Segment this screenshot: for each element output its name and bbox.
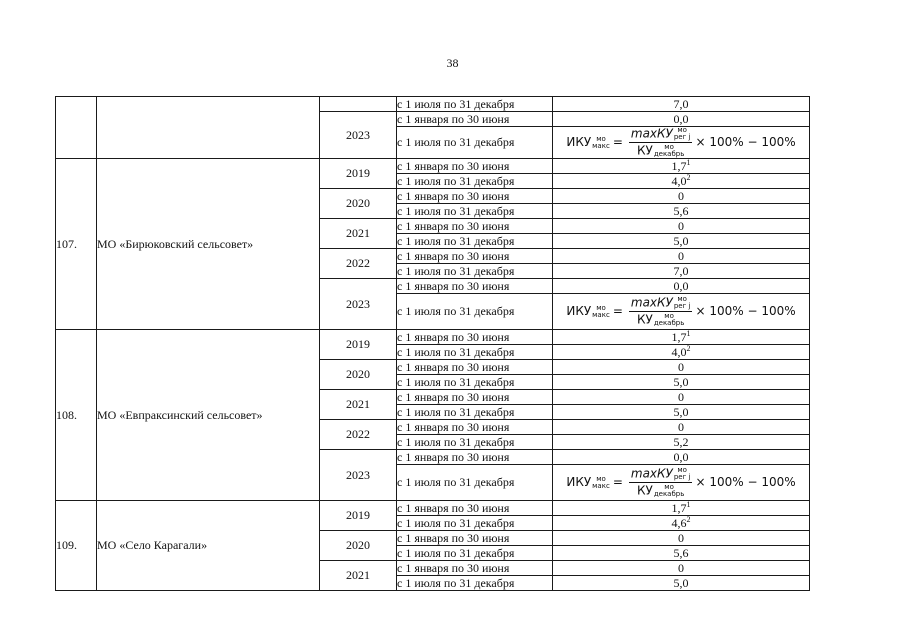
formula-subscript: рег j bbox=[673, 302, 691, 310]
year-cell: 2023 bbox=[320, 450, 397, 501]
period-cell: с 1 июля по 31 декабря bbox=[397, 405, 553, 420]
value-cell bbox=[553, 204, 810, 219]
formula-subscript: декабрь bbox=[653, 490, 685, 498]
value-text: 5,0 bbox=[673, 404, 689, 419]
value-cell bbox=[553, 279, 810, 294]
period-cell: с 1 января по 30 июня bbox=[397, 501, 553, 516]
period-cell: с 1 июля по 31 декабря bbox=[397, 435, 553, 450]
year-cell: 2021 bbox=[320, 219, 397, 249]
formula-index bbox=[674, 467, 691, 481]
formula-superscript: мо bbox=[664, 483, 674, 491]
table-row bbox=[56, 330, 810, 345]
numerator-symbol: maxКУ bbox=[630, 466, 673, 481]
year-cell: 2020 bbox=[320, 189, 397, 219]
formula-subscript: рег j bbox=[673, 473, 691, 481]
formula-denominator bbox=[635, 483, 686, 498]
equals-sign: = bbox=[612, 135, 623, 149]
value-text: 0 bbox=[678, 248, 684, 263]
year-cell: 2022 bbox=[320, 420, 397, 450]
value-text: 5,6 bbox=[673, 203, 689, 218]
value-cell bbox=[553, 97, 810, 112]
value-cell bbox=[553, 531, 810, 546]
value-cell bbox=[553, 234, 810, 249]
formula-superscript: мо bbox=[596, 474, 606, 483]
municipality-name bbox=[97, 97, 320, 159]
footnote-mark: 2 bbox=[686, 344, 691, 353]
formula-lhs bbox=[566, 136, 609, 150]
value-cell bbox=[553, 405, 810, 420]
value-text: 5,2 bbox=[673, 434, 689, 449]
row-number bbox=[56, 97, 97, 159]
value-text: 1,7 bbox=[671, 500, 687, 515]
period-cell: с 1 января по 30 июня bbox=[397, 249, 553, 264]
formula-subscript: макс bbox=[592, 481, 610, 490]
year-cell: 2021 bbox=[320, 390, 397, 420]
value-text: 0,0 bbox=[673, 278, 689, 293]
value-text: 1,7 bbox=[671, 329, 687, 344]
period-cell: с 1 января по 30 июня bbox=[397, 531, 553, 546]
denominator-symbol: КУ bbox=[636, 143, 653, 158]
period-cell: с 1 июля по 31 декабря bbox=[397, 576, 553, 591]
formula-lhs bbox=[566, 305, 609, 319]
value-cell bbox=[553, 501, 810, 516]
tariff-table bbox=[55, 96, 810, 591]
table-row bbox=[56, 97, 810, 112]
value-text: 5,0 bbox=[673, 374, 689, 389]
formula-numerator bbox=[629, 296, 693, 312]
value-cell bbox=[553, 127, 810, 159]
footnote-mark: 2 bbox=[686, 173, 691, 182]
value-cell bbox=[553, 435, 810, 450]
formula-tail: × 100% − 100% bbox=[695, 475, 796, 489]
year-cell: 2022 bbox=[320, 249, 397, 279]
formula-lhs-symbol: ИКУ bbox=[566, 135, 592, 149]
value-cell bbox=[553, 465, 810, 501]
period-cell: с 1 января по 30 июня bbox=[397, 561, 553, 576]
value-cell bbox=[553, 189, 810, 204]
year-cell: 2019 bbox=[320, 501, 397, 531]
value-text: 7,0 bbox=[673, 96, 689, 111]
value-cell bbox=[553, 159, 810, 174]
period-cell: с 1 января по 30 июня bbox=[397, 189, 553, 204]
value-text: 4,6 bbox=[671, 515, 687, 530]
row-number: 109. bbox=[56, 501, 97, 591]
value-text: 0,0 bbox=[673, 111, 689, 126]
equals-sign: = bbox=[612, 304, 623, 318]
period-cell: с 1 января по 30 июня bbox=[397, 219, 553, 234]
formula-index bbox=[592, 136, 610, 150]
formula-index bbox=[592, 476, 610, 490]
formula-lhs bbox=[566, 476, 609, 490]
formula-index bbox=[592, 305, 610, 319]
formula-numerator bbox=[629, 467, 693, 483]
value-text: 0 bbox=[678, 359, 684, 374]
period-cell: с 1 июля по 31 декабря bbox=[397, 204, 553, 219]
value-cell bbox=[553, 390, 810, 405]
value-text: 5,6 bbox=[673, 545, 689, 560]
value-text: 0 bbox=[678, 560, 684, 575]
formula-lhs-symbol: ИКУ bbox=[566, 304, 592, 318]
footnote-mark: 1 bbox=[686, 329, 691, 338]
formula bbox=[566, 296, 795, 327]
value-cell bbox=[553, 345, 810, 360]
period-cell: с 1 января по 30 июня bbox=[397, 112, 553, 127]
year-cell: 2019 bbox=[320, 159, 397, 189]
value-cell bbox=[553, 561, 810, 576]
row-number: 108. bbox=[56, 330, 97, 501]
formula bbox=[566, 127, 795, 158]
value-cell bbox=[553, 375, 810, 390]
value-text: 5,0 bbox=[673, 575, 689, 590]
period-cell: с 1 января по 30 июня bbox=[397, 420, 553, 435]
year-cell: 2019 bbox=[320, 330, 397, 360]
value-text: 4,0 bbox=[671, 173, 687, 188]
period-cell: с 1 января по 30 июня bbox=[397, 159, 553, 174]
value-cell bbox=[553, 219, 810, 234]
formula-superscript: мо bbox=[664, 143, 674, 151]
period-cell: с 1 июля по 31 декабря bbox=[397, 264, 553, 279]
formula-fraction bbox=[629, 296, 693, 327]
period-cell: с 1 июля по 31 декабря bbox=[397, 546, 553, 561]
formula-fraction bbox=[629, 127, 693, 158]
formula-superscript: мо bbox=[596, 134, 606, 143]
value-cell bbox=[553, 546, 810, 561]
formula-index bbox=[654, 313, 685, 327]
value-text: 0 bbox=[678, 218, 684, 233]
formula-tail: × 100% − 100% bbox=[695, 304, 796, 318]
period-cell: с 1 января по 30 июня bbox=[397, 450, 553, 465]
formula-lhs-symbol: ИКУ bbox=[566, 475, 592, 489]
year-cell: 2020 bbox=[320, 360, 397, 390]
numerator-symbol: maxКУ bbox=[630, 295, 673, 310]
municipality-name: МО «Евпраксинский сельсовет» bbox=[97, 330, 320, 501]
equals-sign: = bbox=[612, 475, 623, 489]
value-text: 4,0 bbox=[671, 344, 687, 359]
footnote-mark: 1 bbox=[686, 158, 691, 167]
period-cell: с 1 января по 30 июня bbox=[397, 360, 553, 375]
value-cell bbox=[553, 516, 810, 531]
year-cell: 2020 bbox=[320, 531, 397, 561]
formula-superscript: мо bbox=[677, 466, 687, 474]
formula-denominator bbox=[635, 143, 686, 158]
value-text: 5,0 bbox=[673, 233, 689, 248]
formula-index bbox=[674, 127, 691, 141]
value-cell bbox=[553, 174, 810, 189]
value-cell bbox=[553, 420, 810, 435]
value-cell bbox=[553, 330, 810, 345]
value-text: 0 bbox=[678, 419, 684, 434]
value-cell bbox=[553, 249, 810, 264]
row-number: 107. bbox=[56, 159, 97, 330]
formula-subscript: макс bbox=[592, 310, 610, 319]
period-cell: с 1 июля по 31 декабря bbox=[397, 97, 553, 112]
formula-subscript: рег j bbox=[673, 133, 691, 141]
municipality-name: МО «Село Карагали» bbox=[97, 501, 320, 591]
value-cell bbox=[553, 360, 810, 375]
municipality-name: МО «Бирюковский сельсовет» bbox=[97, 159, 320, 330]
period-cell: с 1 июля по 31 декабря bbox=[397, 375, 553, 390]
period-cell: с 1 июля по 31 декабря bbox=[397, 345, 553, 360]
formula-subscript: декабрь bbox=[653, 319, 685, 327]
period-cell: с 1 июля по 31 декабря bbox=[397, 174, 553, 189]
formula-fraction bbox=[629, 467, 693, 498]
formula-superscript: мо bbox=[677, 126, 687, 134]
table-body bbox=[56, 97, 810, 591]
footnote-mark: 2 bbox=[686, 515, 691, 524]
formula-tail: × 100% − 100% bbox=[695, 135, 796, 149]
value-cell bbox=[553, 112, 810, 127]
denominator-symbol: КУ bbox=[636, 483, 653, 498]
period-cell: с 1 января по 30 июня bbox=[397, 390, 553, 405]
formula-subscript: декабрь bbox=[653, 150, 685, 158]
value-cell bbox=[553, 294, 810, 330]
value-text: 0 bbox=[678, 389, 684, 404]
table-row bbox=[56, 501, 810, 516]
period-cell: с 1 июля по 31 декабря bbox=[397, 516, 553, 531]
formula bbox=[566, 467, 795, 498]
footnote-mark: 1 bbox=[686, 500, 691, 509]
period-cell: с 1 июля по 31 декабря bbox=[397, 234, 553, 249]
formula-numerator bbox=[629, 127, 693, 143]
formula-superscript: мо bbox=[664, 312, 674, 320]
period-cell: с 1 января по 30 июня bbox=[397, 330, 553, 345]
period-cell: с 1 июля по 31 декабря bbox=[397, 127, 553, 159]
year-cell: 2023 bbox=[320, 279, 397, 330]
value-text: 0,0 bbox=[673, 449, 689, 464]
table-row bbox=[56, 159, 810, 174]
value-text: 0 bbox=[678, 188, 684, 203]
formula-superscript: мо bbox=[677, 295, 687, 303]
page-number: 38 bbox=[446, 56, 459, 70]
value-cell bbox=[553, 450, 810, 465]
value-cell bbox=[553, 264, 810, 279]
formula-denominator bbox=[635, 312, 686, 327]
formula-index bbox=[654, 484, 685, 498]
year-cell: 2021 bbox=[320, 561, 397, 591]
period-cell: с 1 июля по 31 декабря bbox=[397, 465, 553, 501]
formula-superscript: мо bbox=[596, 303, 606, 312]
formula-subscript: макс bbox=[592, 141, 610, 150]
value-cell bbox=[553, 576, 810, 591]
period-cell: с 1 января по 30 июня bbox=[397, 279, 553, 294]
year-cell: 2023 bbox=[320, 112, 397, 159]
value-text: 0 bbox=[678, 530, 684, 545]
numerator-symbol: maxКУ bbox=[630, 126, 673, 141]
denominator-symbol: КУ bbox=[636, 312, 653, 327]
value-text: 1,7 bbox=[671, 158, 687, 173]
formula-index bbox=[674, 296, 691, 310]
formula-index bbox=[654, 144, 685, 158]
period-cell: с 1 июля по 31 декабря bbox=[397, 294, 553, 330]
value-text: 7,0 bbox=[673, 263, 689, 278]
year-cell bbox=[320, 97, 397, 112]
